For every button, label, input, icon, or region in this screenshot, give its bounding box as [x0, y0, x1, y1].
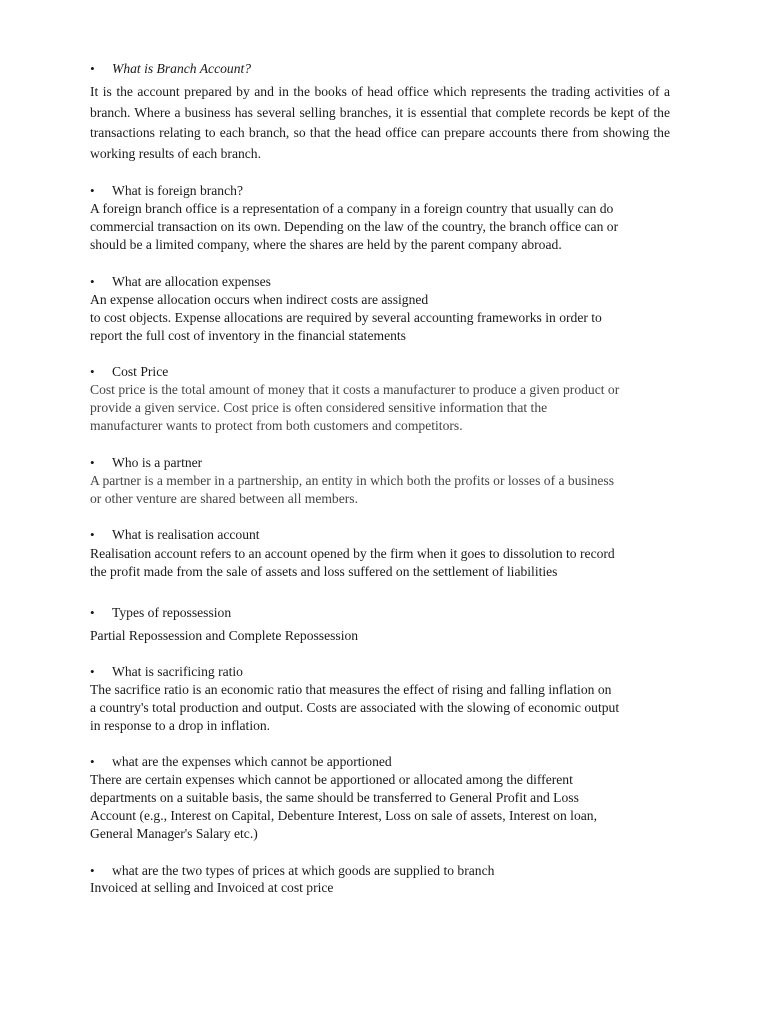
question-heading	[90, 753, 392, 771]
answer-paragraph	[90, 627, 674, 645]
question-heading	[90, 526, 260, 544]
answer-paragraph	[90, 381, 674, 435]
question-text: Types of repossession	[112, 605, 232, 620]
answer-line: Cost price is the total amount of money that it costs a manufacturer to produce a given product or	[90, 382, 620, 397]
answer-line: Realisation account refers to an account opened by the firm when it goes to dissolution to record	[90, 546, 615, 561]
bullet-point: •	[90, 754, 95, 769]
question-heading	[90, 60, 252, 78]
answer-paragraph	[90, 879, 674, 897]
question-heading	[90, 604, 232, 622]
question-text: what are the expenses which cannot be apportioned	[112, 754, 392, 769]
question-text: Who is a partner	[112, 455, 203, 470]
bullet-point: •	[90, 364, 95, 379]
question-text: what are the two types of prices at which goods are supplied to branch	[112, 863, 495, 878]
answer-line: Account (e.g., Interest on Capital, Debenture Interest, Loss on sale of assets, Interest on loan,	[90, 808, 597, 823]
answer-line: or other venture are shared between all members.	[90, 491, 358, 506]
question-text: What is foreign branch?	[112, 183, 243, 198]
answer-line: General Manager's Salary etc.)	[90, 826, 258, 841]
question-heading	[90, 663, 243, 681]
question-text: What are allocation expenses	[112, 274, 271, 289]
answer-line: should be a limited company, where the shares are held by the parent company abroad.	[90, 237, 562, 252]
question-text: What is sacrificing ratio	[112, 664, 243, 679]
answer-line: Partial Repossession and Complete Repossession	[90, 628, 359, 643]
answer-line: A foreign branch office is a representation of a company in a foreign country that usually can do	[90, 201, 614, 216]
bullet-point: •	[90, 527, 95, 542]
bullet-point: •	[90, 274, 95, 289]
answer-line: in response to a drop in inflation.	[90, 718, 271, 733]
bullet-point: •	[90, 61, 95, 76]
answer-line: An expense allocation occurs when indirect costs are assigned	[90, 292, 429, 307]
question-heading	[90, 363, 169, 381]
answer-paragraph	[90, 681, 674, 735]
answer-line: There are certain expenses which cannot be apportioned or allocated among the different	[90, 772, 573, 787]
answer-line: manufacturer wants to protect from both customers and competitors.	[90, 418, 463, 433]
bullet-point: •	[90, 863, 95, 878]
answer-line: commercial transaction on its own. Depending on the law of the country, the branch office can or	[90, 219, 619, 234]
answer-line: departments on a suitable basis, the same should be transferred to General Profit and Loss	[90, 790, 579, 805]
answer-line: provide a given service. Cost price is often considered sensitive information that the	[90, 400, 548, 415]
answer-paragraph	[90, 200, 674, 254]
question-text: Cost Price	[112, 364, 169, 379]
question-heading	[90, 454, 203, 472]
bullet-point: •	[90, 183, 95, 198]
question-heading	[90, 862, 495, 880]
answer-line: a country's total production and output. Costs are associated with the slowing of economic output	[90, 700, 620, 715]
question-heading	[90, 182, 243, 200]
bullet-point: •	[90, 455, 95, 470]
bullet-point: •	[90, 605, 95, 620]
answer-paragraph	[90, 82, 670, 164]
answer-paragraph	[90, 771, 674, 843]
answer-paragraph	[90, 291, 674, 345]
bullet-point: •	[90, 664, 95, 679]
answer-line: report the full cost of inventory in the financial statements	[90, 328, 406, 343]
answer-paragraph	[90, 472, 674, 508]
question-heading	[90, 273, 271, 291]
answer-text: It is the account prepared by and in the books of head office which represents the trading activities of a branch. Where a business has several selling branches, it is essential that complete records be kept of the transactions relating to each branch, so that the head office can prepare accounts there from showing the working results of each branch.	[90, 84, 670, 161]
answer-paragraph	[90, 545, 674, 581]
answer-line: A partner is a member in a partnership, an entity in which both the profits or losses of a business	[90, 473, 615, 488]
question-text: What is realisation account	[112, 527, 260, 542]
question-text: What is Branch Account?	[112, 61, 252, 76]
answer-line: to cost objects. Expense allocations are required by several accounting frameworks in order to	[90, 310, 602, 325]
answer-line: the profit made from the sale of assets and loss suffered on the settlement of liabilities	[90, 564, 558, 579]
answer-line: The sacrifice ratio is an economic ratio that measures the effect of rising and falling inflation on	[90, 682, 612, 697]
answer-line: Invoiced at selling and Invoiced at cost price	[90, 880, 334, 895]
